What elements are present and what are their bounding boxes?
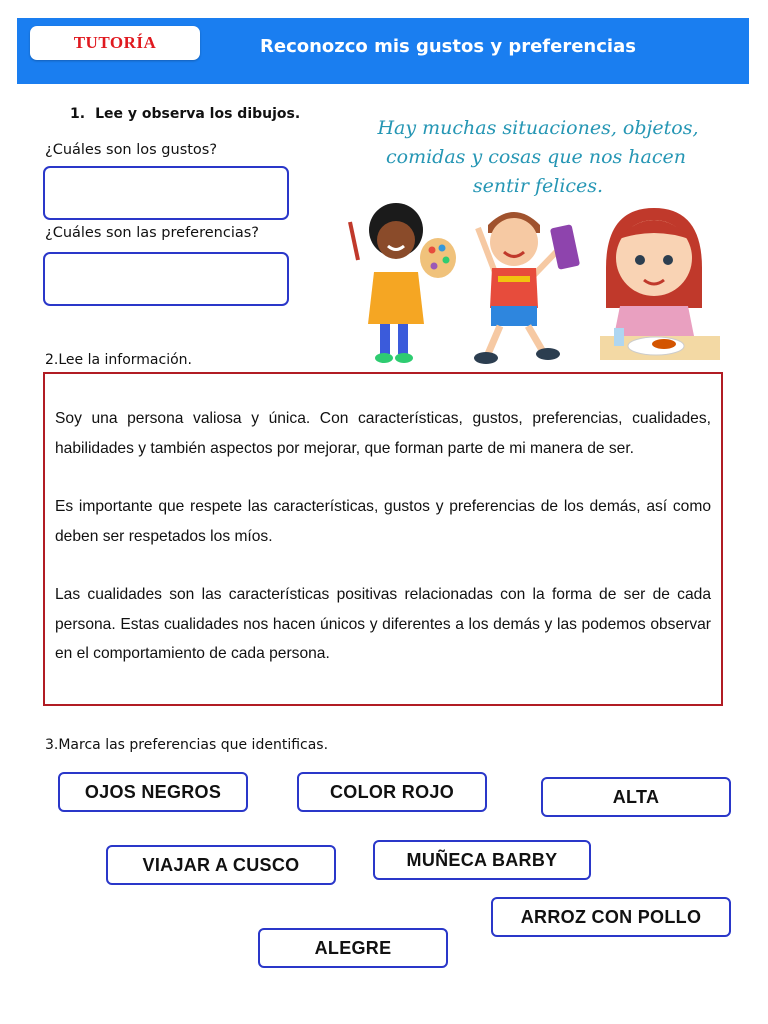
info-paragraph-1: Soy una persona valiosa y única. Con características, gustos, preferencias, cualidades, habilidades y también aspectos por mejorar, que forman parte de mi manera de ser.: [55, 410, 711, 457]
question-gustos: ¿Cuáles son los gustos?: [45, 142, 218, 158]
option-muneca-barby[interactable]: MUÑECA BARBY: [373, 840, 591, 880]
option-alta[interactable]: ALTA: [541, 777, 731, 817]
section1-number: 1.: [70, 106, 86, 122]
quote-line-1: Hay muchas situaciones, objetos,: [377, 117, 699, 139]
section1-instruction: Lee y observa los dibujos.: [95, 106, 301, 122]
tutoria-badge: TUTORÍA: [30, 26, 200, 60]
info-paragraph-3: Las cualidades son las características positivas relacionadas con la forma de ser de cada persona. Estas cualidades nos hacen únicos y diferentes a los demás y las podemos observar en el comportamiento de cada persona.: [55, 586, 711, 662]
illustration: [338, 100, 734, 372]
info-box: [43, 372, 723, 706]
option-viajar-a-cusco[interactable]: VIAJAR A CUSCO: [106, 845, 336, 885]
option-alegre[interactable]: ALEGRE: [258, 928, 448, 968]
preferencias-answer-field[interactable]: [43, 252, 289, 306]
option-color-rojo[interactable]: COLOR ROJO: [297, 772, 487, 812]
gustos-answer-field[interactable]: [43, 166, 289, 220]
option-arroz-con-pollo[interactable]: ARROZ CON POLLO: [491, 897, 731, 937]
option-ojos-negros[interactable]: OJOS NEGROS: [58, 772, 248, 812]
info-paragraph-2: Es importante que respete las características, gustos y preferencias de los demás, así como deben ser respetados los míos.: [55, 498, 711, 545]
section2-heading: 2.Lee la información.: [45, 352, 192, 368]
quote-line-2: comidas y cosas que nos hacen: [385, 146, 687, 168]
section1-heading: [70, 106, 300, 122]
page-title: Reconozco mis gustos y preferencias: [260, 36, 636, 57]
section3-heading: 3.Marca las preferencias que identificas.: [45, 737, 329, 753]
quote-line-3: sentir felices.: [472, 175, 604, 197]
question-preferencias: ¿Cuáles son las preferencias?: [45, 225, 259, 241]
